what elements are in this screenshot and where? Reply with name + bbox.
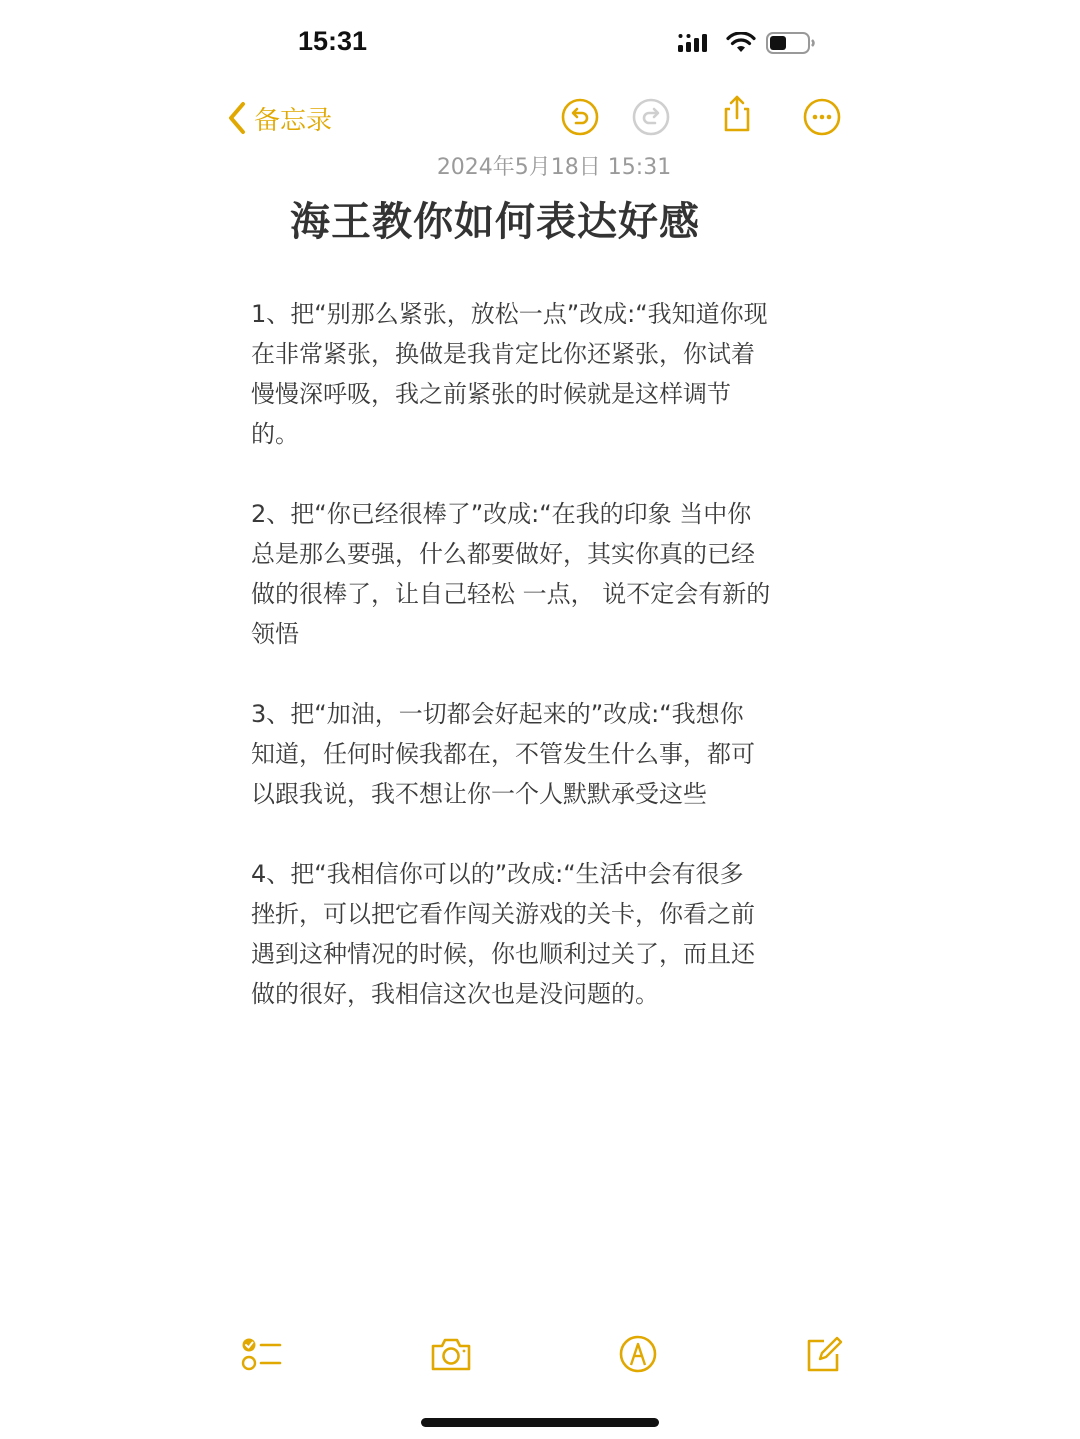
more-icon[interactable] — [802, 97, 842, 137]
note-line: 慢慢深呼吸，我之前紧张的时候就是这样调节 — [251, 380, 731, 408]
checklist-icon[interactable] — [240, 1334, 284, 1374]
note-line: 2、把“你已经很棒了”改成:“在我的印象 当中你 — [251, 500, 752, 528]
note-line: 遇到这种情况的时候，你也顺利过关了，而且还 — [251, 940, 755, 968]
battery-icon — [766, 31, 816, 55]
note-title: 海王教你如何表达好感 — [290, 199, 700, 245]
note-line: 做的很好，我相信这次也是没问题的。 — [251, 980, 659, 1008]
note-line: 知道，任何时候我都在，不管发生什么事，都可 — [251, 740, 755, 768]
note-paragraph — [251, 494, 841, 654]
note-paragraph — [251, 694, 841, 814]
camera-icon[interactable] — [429, 1334, 473, 1374]
note-line: 领悟 — [251, 620, 299, 648]
note-line: 总是那么要强，什么都要做好，其实你真的已经 — [251, 540, 755, 568]
note-line: 1、把“别那么紧张，放松一点”改成:“我知道你现 — [251, 300, 768, 328]
compose-icon[interactable] — [802, 1334, 846, 1374]
note-line: 以跟我说，我不想让你一个人默默承受这些 — [251, 780, 707, 808]
redo-icon[interactable] — [631, 97, 671, 137]
signal-icon — [678, 32, 714, 54]
chevron-left-icon — [226, 101, 248, 135]
undo-icon[interactable] — [560, 97, 600, 137]
note-line: 4、把“我相信你可以的”改成:“生活中会有很多 — [251, 860, 744, 888]
note-line: 做的很棒了，让自己轻松 一点， 说不定会有新的 — [251, 580, 771, 608]
markup-icon[interactable] — [616, 1334, 660, 1374]
note-line: 3、把“加油，一切都会好起来的”改成:“我想你 — [251, 700, 744, 728]
note-line: 的。 — [251, 420, 299, 448]
note-line: 在非常紧张，换做是我肯定比你还紧张，你试着 — [251, 340, 755, 368]
note-paragraph — [251, 294, 841, 454]
note-date: 2024年5月18日 15:31 — [436, 155, 672, 180]
share-icon[interactable] — [717, 94, 757, 134]
wifi-icon — [726, 32, 756, 54]
back-button[interactable] — [226, 98, 332, 138]
note-line: 挫折，可以把它看作闯关游戏的关卡，你看之前 — [251, 900, 755, 928]
status-time: 15:31 — [298, 26, 368, 56]
home-indicator[interactable] — [421, 1418, 659, 1427]
back-button-label: 备忘录 — [254, 105, 333, 136]
note-body[interactable] — [251, 294, 841, 1054]
note-paragraph — [251, 854, 841, 1014]
